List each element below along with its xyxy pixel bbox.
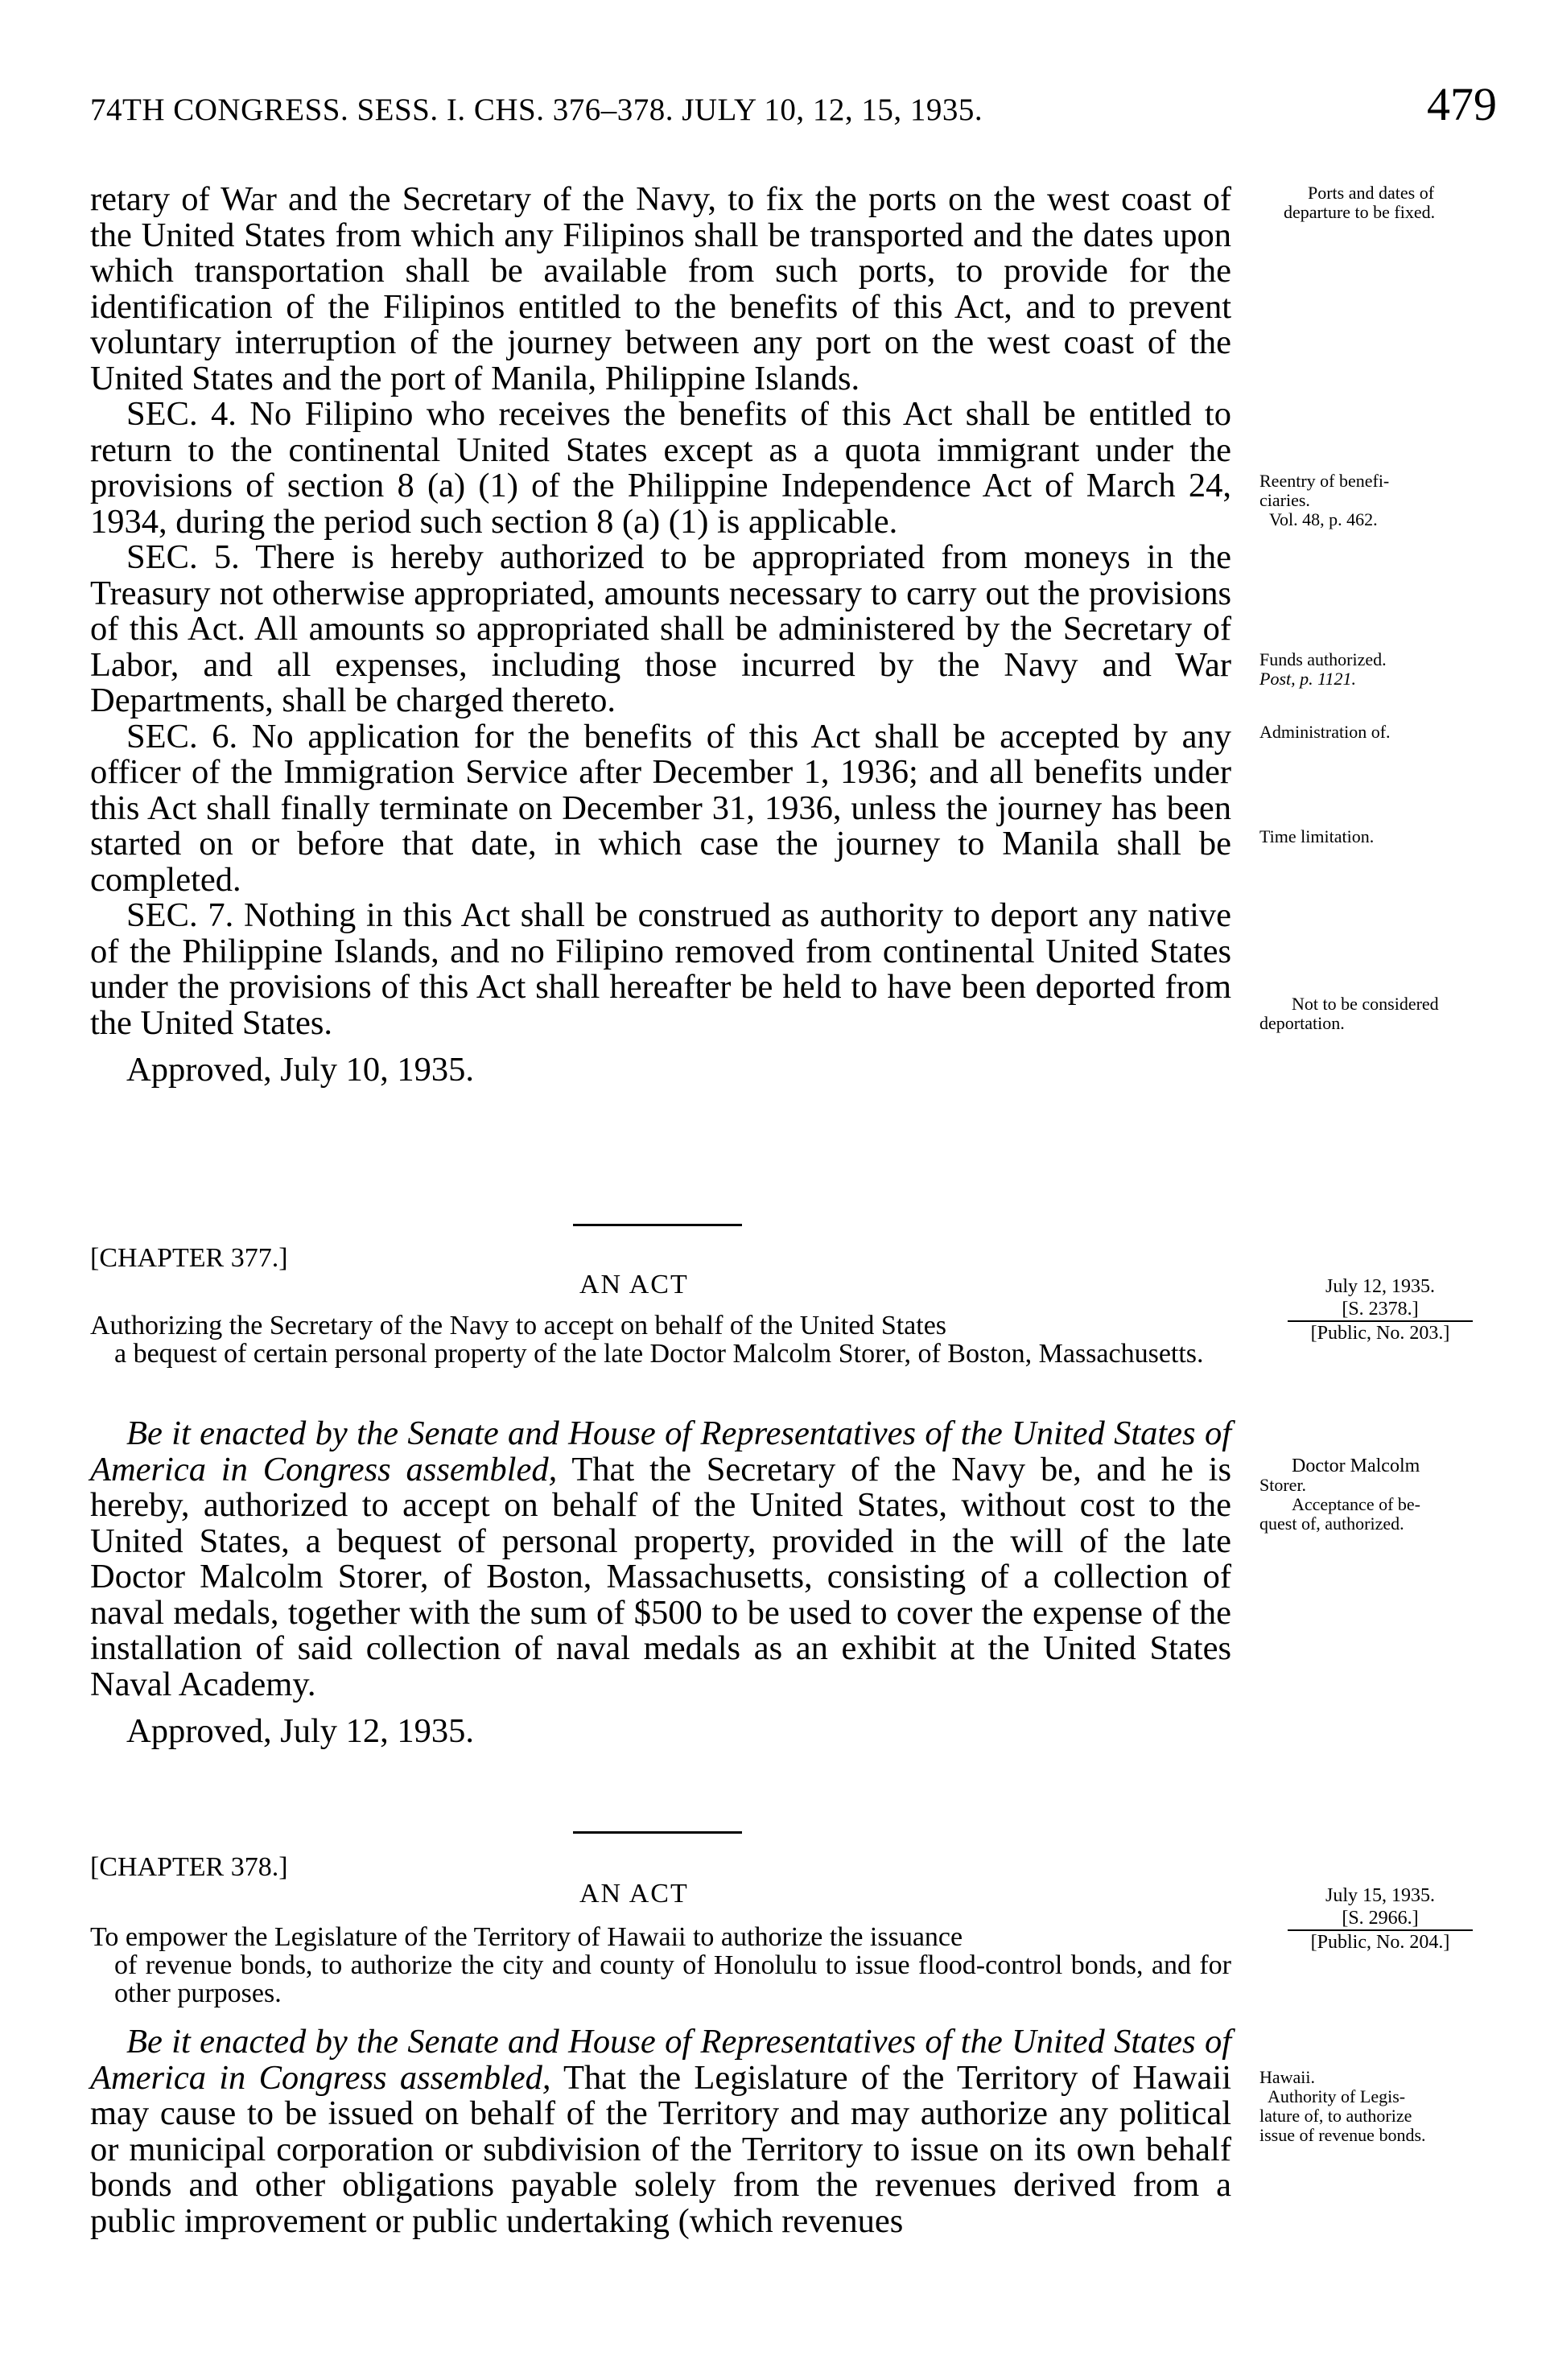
margin-note-storer: Doctor Malcolm Storer. Acceptance of be- quest of, authorized. xyxy=(1259,1456,1421,1534)
margin-note-time-limitation: Time limitation. xyxy=(1259,826,1375,846)
act-title-378: To empower the Legislature of the Territory of Hawaii to authorize the issuance of revenue bonds, to authorize the city and county of Honolulu to issue flood-control bonds, and for other purposes. xyxy=(90,1922,1231,2008)
date-377: July 12, 1935. xyxy=(1325,1276,1435,1297)
act-title-377: Authorizing the Secretary of the Navy to accept on behalf of the United States a bequest of certain personal property of the late Doctor Malcolm Storer, of Boston, Massachusetts. xyxy=(90,1311,1204,1369)
chapter-376-text xyxy=(90,182,1231,1089)
approved-377: Approved, July 12, 1935. xyxy=(126,1712,475,1750)
chapter-377-heading: [CHAPTER 377.] xyxy=(90,1243,288,1273)
section-7: SEC. 7. Nothing in this Act shall be construed as authority to deport any native of the Philippine Islands, and no Filipino removed from continental United States under the provisions of this Act shall hereafter be held to have been deported from the United States. xyxy=(90,896,1231,1042)
running-head: 74TH CONGRESS. SESS. I. CHS. 376–378. JULY 10, 12, 15, 1935. xyxy=(90,93,983,127)
chapter-378-heading: [CHAPTER 378.] xyxy=(90,1852,288,1882)
page-number: 479 xyxy=(1427,78,1497,130)
margin-note-deportation: Not to be considered deportation. xyxy=(1259,994,1439,1033)
enactment-377: Be it enacted by the Senate and House of Representatives of the United States of America in Congress assembled, That the Secretary of the Navy be, and he is hereby, authorized to accept on behalf of the United States, without cost to the United States, a bequest of personal property, provided in the will of the late Doctor Malcolm Storer, of Boston, Massachusetts, consisting of a collection of naval medals, together with the sum of $500 to be used to cover the expense of the installation of said collection of naval medals as an exhibit at the United States Naval Academy. xyxy=(90,1414,1232,1703)
margin-note-administration: Administration of. xyxy=(1259,722,1391,742)
chapter-377-text xyxy=(90,1416,1231,1751)
public-law-377: [Public, No. 203.] xyxy=(1310,1323,1450,1344)
separator-rule-1 xyxy=(573,1224,742,1226)
chapter-378-text xyxy=(90,2024,1231,2239)
separator-rule-2 xyxy=(573,1831,742,1834)
margin-note-hawaii: Hawaii. Authority of Legis- lature of, to authorize issue of revenue bonds. xyxy=(1259,2067,1426,2145)
an-act-377: AN ACT xyxy=(579,1270,689,1299)
date-block-377 xyxy=(1288,1275,1473,1344)
approved-376: Approved, July 10, 1935. xyxy=(126,1051,475,1089)
section-4: SEC. 4. No Filipino who receives the benefits of this Act shall be entitled to return to the continental United States except as a quota immigrant under the provisions of section 8 (a) (1) of the Philippine Independence Act of March 24, 1934, during the period such section 8 (a) (1) is applicable. xyxy=(90,395,1231,541)
section-5: SEC. 5. There is hereby authorized to be appropriated from moneys in the Treasury not otherwise appropriated, amounts necessary to carry out the provisions of this Act. All amounts so appropriated shall be administered by the Secretary of Labor, and all expenses, including those incurred by the Navy and War Departments, shall be charged thereto. xyxy=(90,538,1231,719)
section-3-continuation: retary of War and the Secretary of the Navy, to fix the ports on the west coast of the United States from which any Filipinos shall be transported and the dates upon which transportation shall be available from such ports, to provide for the identification of the Filipinos entitled to the benefits of this Act, and to prevent voluntary interruption of the journey between any port on the west coast of the United States and the port of Manila, Philippine Islands. xyxy=(90,180,1231,397)
bill-377: [S. 2378.] xyxy=(1288,1298,1473,1322)
an-act-378: AN ACT xyxy=(579,1879,689,1909)
enactment-378: Be it enacted by the Senate and House of Representatives of the United States of America in Congress assembled, That the Legislature of the Territory of Hawaii may cause to be issued on behalf of the Territory and may authorize any political or municipal corporation or subdivision of the Territory to issue on its own behalf bonds and other obligations payable solely from the revenues derived from a public improvement or public undertaking (which revenues xyxy=(90,2023,1232,2240)
date-378: July 15, 1935. xyxy=(1325,1885,1435,1906)
public-law-378: [Public, No. 204.] xyxy=(1310,1932,1450,1953)
margin-note-funds: Funds authorized. Post, p. 1121. xyxy=(1259,649,1387,689)
margin-note-ports: Ports and dates of departure to be fixed. xyxy=(1284,183,1436,222)
running-header xyxy=(90,77,1497,142)
date-block-378 xyxy=(1288,1884,1473,1954)
section-6: SEC. 6. No application for the benefits of this Act shall be accepted by any officer of the Immigration Service after December 1, 1936; and all benefits under this Act shall finally terminate on December 31, 1936, unless the journey has been started on or before that date, in which case the journey to Manila shall be completed. xyxy=(90,717,1231,899)
margin-note-reentry: Reentry of benefi- ciaries. Vol. 48, p. 462. xyxy=(1259,471,1390,529)
bill-378: [S. 2966.] xyxy=(1288,1907,1473,1931)
